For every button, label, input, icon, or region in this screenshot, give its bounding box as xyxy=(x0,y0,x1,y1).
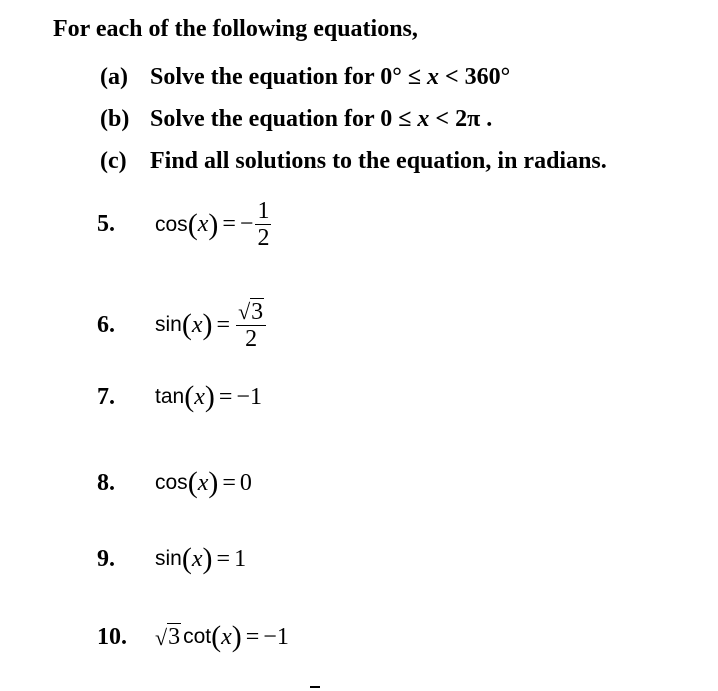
part-b-var: x xyxy=(417,106,430,132)
equals-sign: = xyxy=(222,211,236,237)
problem-8: 8. cos ( x ) = 0 xyxy=(97,466,252,499)
part-a xyxy=(100,64,510,91)
problem-10: 10. √ 3 cot ( x ) = −1 xyxy=(97,620,289,653)
problem-7: 7. tan ( x ) = −1 xyxy=(97,380,262,413)
part-b-text: Solve the equation for 0 ≤ xyxy=(150,106,418,132)
instructions-heading: For each of the following equations, xyxy=(53,16,418,42)
problem-9: 9. sin ( x ) = 1 xyxy=(97,542,247,575)
radical-sign: √ xyxy=(155,625,168,650)
equals-sign: = xyxy=(218,383,233,410)
variable: x xyxy=(191,311,203,338)
part-c xyxy=(100,148,607,175)
function-name: sin xyxy=(155,547,182,570)
part-b-letter: (b) xyxy=(100,106,130,132)
minus-sign: − xyxy=(239,211,254,237)
right-hand-side: 0 xyxy=(239,469,252,496)
variable: x xyxy=(197,469,209,496)
part-a-letter: (a) xyxy=(100,64,128,90)
radical-sign: √ xyxy=(238,299,251,324)
fraction-denominator: 2 xyxy=(245,326,258,352)
function-name: cos xyxy=(155,212,188,236)
part-b xyxy=(100,106,492,133)
variable: x xyxy=(197,211,209,237)
right-hand-side: 1 xyxy=(234,545,247,572)
sqrt-coefficient xyxy=(155,623,181,651)
fraction xyxy=(236,298,266,352)
part-a-tail: < 360° xyxy=(439,64,511,90)
equals-sign: = xyxy=(216,311,231,338)
sqrt-expression xyxy=(236,298,266,325)
equals-sign: = xyxy=(245,623,260,650)
radicand: 3 xyxy=(168,624,181,650)
part-a-text: Solve the equation for 0° ≤ xyxy=(150,64,427,90)
fraction-denominator: 2 xyxy=(257,225,270,251)
problem-number: 8. xyxy=(97,469,115,496)
part-b-tail: < 2π . xyxy=(429,106,493,132)
variable: x xyxy=(191,545,203,572)
fraction-numerator: 1 xyxy=(257,198,270,224)
function-name: cot xyxy=(183,625,212,648)
page-edge-mark xyxy=(310,686,320,688)
problem-number: 7. xyxy=(97,383,115,410)
problem-number: 10. xyxy=(97,623,127,650)
part-c-text: Find all solutions to the equation, in radians. xyxy=(150,148,607,174)
function-name: sin xyxy=(155,313,182,336)
fraction xyxy=(255,198,271,251)
problem-number: 9. xyxy=(97,545,115,572)
function-name: tan xyxy=(155,385,185,408)
part-a-var: x xyxy=(427,64,439,90)
problem-number: 6. xyxy=(97,311,115,338)
equals-sign: = xyxy=(216,545,231,572)
problem-6: 6. sin ( x ) = √ 3 2 xyxy=(97,298,266,352)
problem-5: 5. cos ( x ) = − $\frac{1}{2}$ xyxy=(97,198,270,251)
variable: x xyxy=(221,623,232,650)
variable: x xyxy=(194,383,205,410)
radicand: 3 xyxy=(251,299,264,325)
part-c-letter: (c) xyxy=(100,148,127,174)
equals-sign: = xyxy=(222,469,236,496)
function-name: cos xyxy=(155,471,188,494)
problem-number: 5. xyxy=(97,211,115,237)
right-hand-side: −1 xyxy=(236,383,262,410)
right-hand-side: −1 xyxy=(263,623,289,650)
